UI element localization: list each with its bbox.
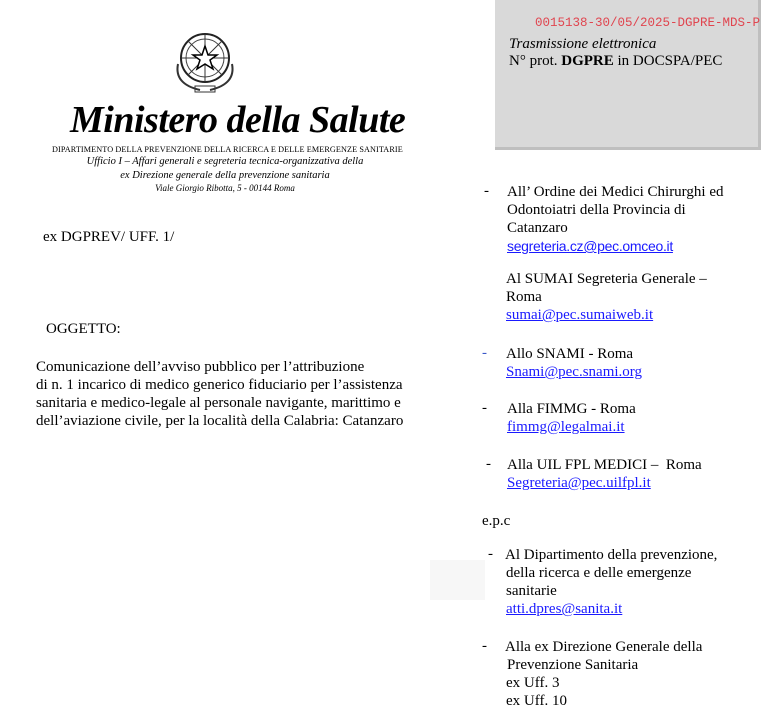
protocol-code: 0015138-30/05/2025-DGPRE-MDS-P bbox=[535, 16, 761, 30]
ministry-name: Ministero della Salute bbox=[70, 99, 406, 141]
prot-suffix: in DOCSPA/PEC bbox=[617, 53, 723, 69]
subject-line: di n. 1 incarico di medico generico fiduciario per l’assistenza bbox=[36, 377, 403, 393]
office-name: Ufficio I – Affari generali e segreteria tecnica-organizzativa della bbox=[86, 156, 364, 167]
recipient-line: ex Uff. 10 bbox=[506, 693, 567, 709]
fimmg-email-link[interactable]: fimmg@legalmai.it bbox=[507, 419, 625, 435]
list-dash: - bbox=[482, 345, 487, 361]
recipient-sumai bbox=[506, 270, 707, 324]
cc-ex-direzione bbox=[505, 638, 702, 710]
list-dash: - bbox=[484, 183, 489, 199]
recipient-snami bbox=[506, 345, 642, 381]
recipient-line: della ricerca e delle emergenze bbox=[506, 565, 692, 581]
list-dash: - bbox=[486, 456, 491, 472]
subject-line: sanitaria e medico-legale al personale navigante, marittimo e bbox=[36, 395, 401, 411]
recipient-line: Al Dipartimento della prevenzione, bbox=[505, 547, 718, 563]
subject-line: Comunicazione dell’avviso pubblico per l’attribuzione bbox=[36, 359, 365, 375]
recipient-line: Roma bbox=[506, 289, 542, 305]
protocol-number bbox=[509, 53, 722, 70]
list-dash: - bbox=[488, 546, 493, 562]
recipient-line: Alla FIMMG - Roma bbox=[507, 401, 636, 417]
subject-line: dell’aviazione civile, per la località della Calabria: Catanzaro bbox=[36, 413, 404, 429]
sumai-email-link[interactable]: sumai@pec.sumaiweb.it bbox=[506, 307, 654, 323]
list-dash: - bbox=[482, 400, 487, 416]
subject-label: OGGETTO: bbox=[46, 321, 121, 337]
ministry-address: Viale Giorgio Ribotta, 5 - 00144 Roma bbox=[155, 183, 295, 193]
dipartimento-email-link[interactable]: atti.dpres@sanita.it bbox=[506, 601, 623, 617]
subject-text bbox=[36, 358, 456, 430]
recipient-line: Allo SNAMI - Roma bbox=[506, 346, 634, 362]
recipient-line: ex Uff. 3 bbox=[506, 675, 560, 691]
reference-code: ex DGPREV/ UFF. 1/ bbox=[43, 229, 175, 245]
recipient-line: Odontoiatri della Provincia di bbox=[507, 202, 686, 218]
recipient-omceo bbox=[507, 183, 723, 255]
recipient-fimmg bbox=[507, 400, 636, 436]
epc-label: e.p.c bbox=[482, 513, 511, 529]
prot-office: DGPRE bbox=[561, 53, 614, 69]
recipient-uil bbox=[507, 456, 702, 492]
ex-direction-name: ex Direzione generale della prevenzione sanitaria bbox=[120, 170, 330, 181]
italian-republic-emblem-icon bbox=[170, 24, 240, 96]
transmission-label: Trasmissione elettronica bbox=[509, 36, 657, 52]
omceo-email-link[interactable]: segreteria.cz@pec.omceo.it bbox=[507, 238, 673, 254]
recipient-line: Alla UIL FPL MEDICI – Roma bbox=[507, 457, 702, 473]
recipient-line: sanitarie bbox=[506, 583, 557, 599]
recipient-line: All’ Ordine dei Medici Chirurghi ed bbox=[507, 184, 724, 200]
recipient-line: Prevenzione Sanitaria bbox=[507, 657, 639, 673]
prot-prefix: N° prot. bbox=[509, 53, 558, 69]
recipient-line: Al SUMAI Segreteria Generale – bbox=[506, 271, 707, 287]
list-dash: - bbox=[482, 638, 487, 654]
recipient-line: Catanzaro bbox=[507, 220, 568, 236]
recipient-line: Alla ex Direzione Generale della bbox=[505, 639, 703, 655]
uil-email-link[interactable]: Segreteria@pec.uilfpl.it bbox=[507, 475, 651, 491]
cc-dipartimento bbox=[505, 546, 717, 618]
faint-mark bbox=[430, 560, 485, 600]
snami-email-link[interactable]: Snami@pec.snami.org bbox=[506, 364, 643, 380]
department-name: DIPARTIMENTO DELLA PREVENZIONE DELLA RICERCA E DELLE EMERGENZE SANITARIE bbox=[52, 145, 403, 154]
